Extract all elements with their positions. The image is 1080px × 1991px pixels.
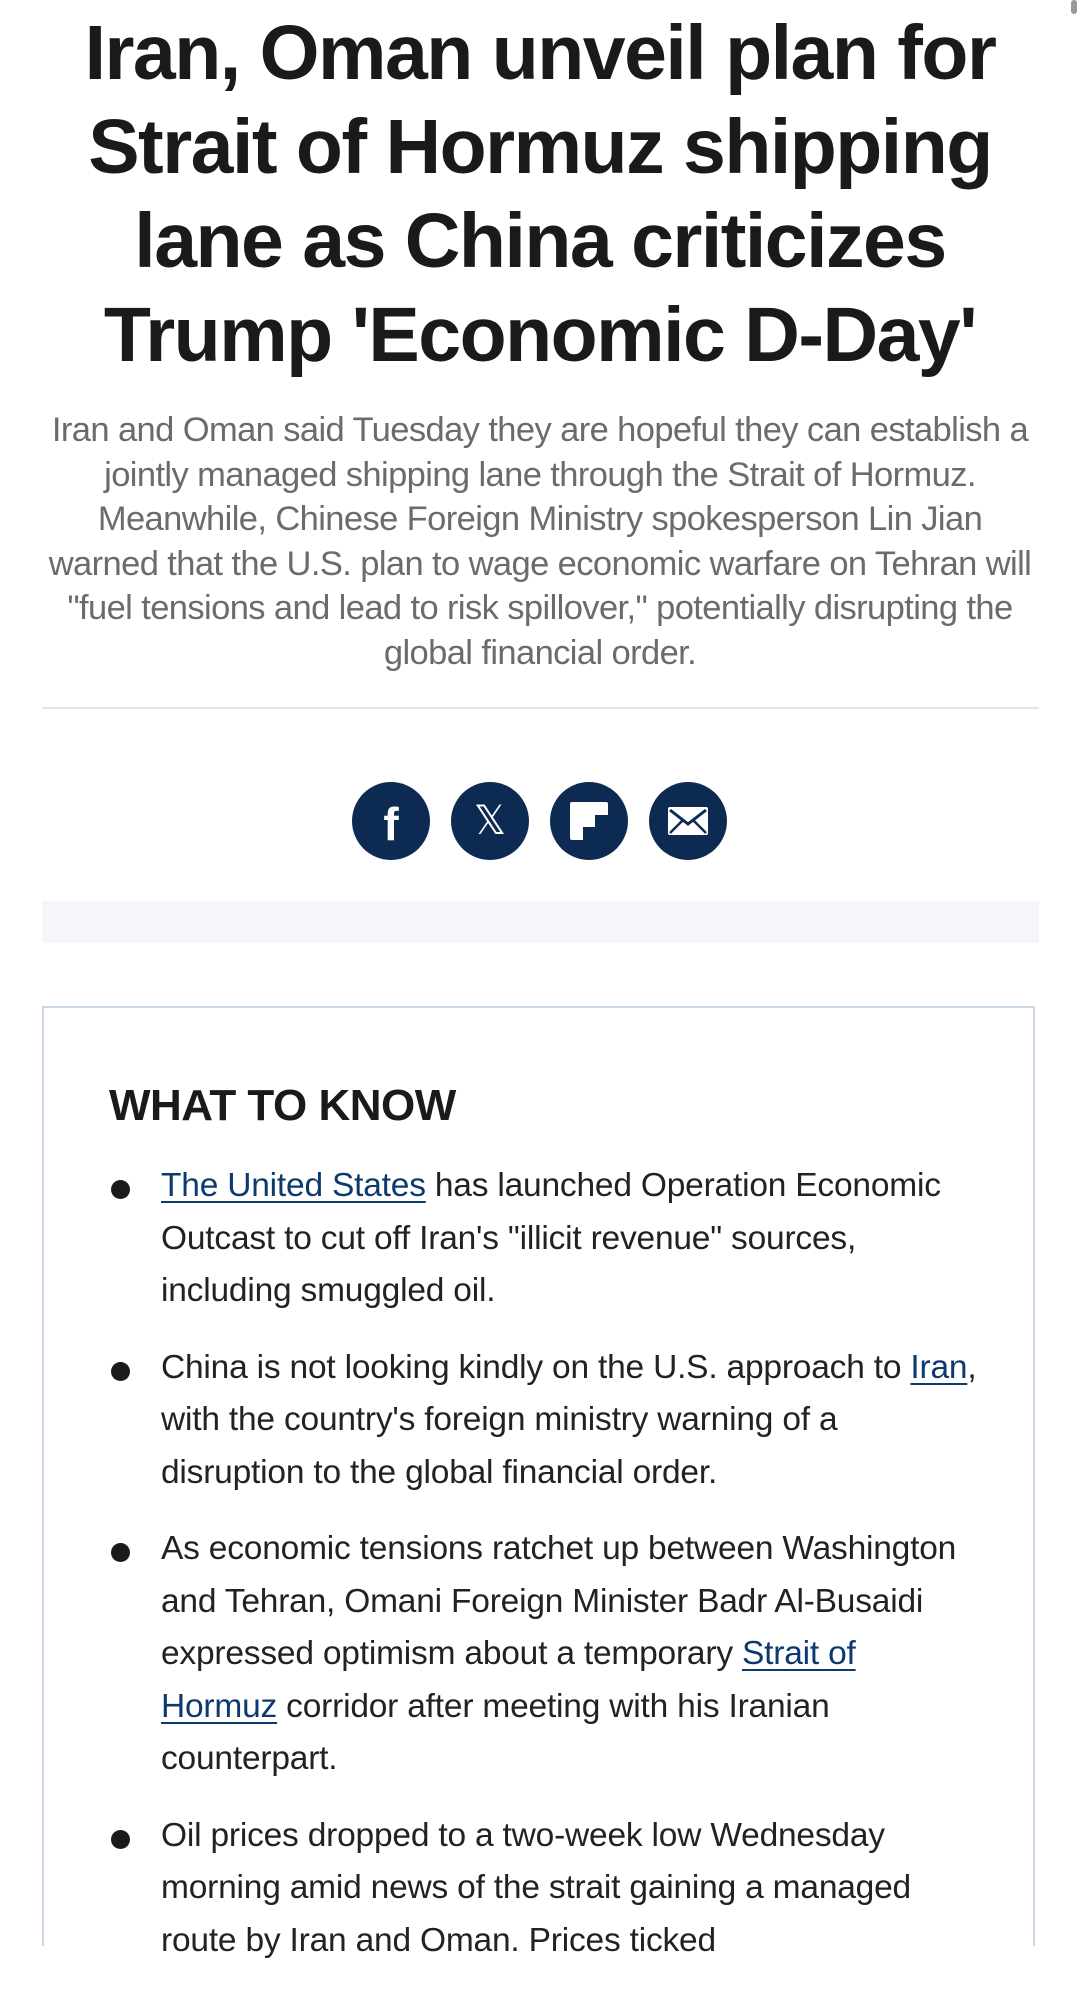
link-iran[interactable]: Iran: [910, 1348, 968, 1386]
bullet-icon: [111, 1830, 130, 1849]
divider: [42, 707, 1039, 709]
link-strait-of-hormuz[interactable]: Strait of Hormuz: [161, 1635, 856, 1725]
list-item-text: As economic tensions ratchet up between Washington and Tehran, Omani Foreign Minister Badr Al-Busaidi expressed optimism about a temporary: [161, 1530, 957, 1672]
what-to-know-box: [42, 1006, 1035, 1959]
article-dek: Iran and Oman said Tuesday they are hopeful they can establish a jointly managed shipping lane through the Strait of Hormuz. Meanwhile, Chinese Foreign Ministry spokesperson Lin Jian warned that the U.S. plan to wage economic warfare on Tehran will "fuel tensions and lead to risk spillover," potentially disrupting the global financial order.: [48, 411, 1032, 672]
facebook-icon: f: [383, 798, 399, 850]
list-item-text: China is not looking kindly on the U.S. approach to: [161, 1348, 911, 1386]
list-item-text: has launched Operation Economic Outcast to cut off Iran's "illicit revenue" sources, including smuggled oil.: [161, 1167, 941, 1309]
ad-placeholder: [42, 901, 1039, 943]
link-united-states[interactable]: The United States: [161, 1167, 426, 1204]
list-item-text: , with the country's foreign ministry warning of a disruption to the global financial order.: [161, 1348, 977, 1491]
list-item: [108, 1342, 978, 1500]
email-icon: [668, 807, 708, 835]
share-email-button[interactable]: [649, 782, 727, 860]
what-to-know-list: [108, 1160, 978, 1991]
what-to-know-title: WHAT TO KNOW: [109, 1081, 456, 1130]
article-headline: Iran, Oman unveil plan for Strait of Hormuz shipping lane as China criticizes Trump 'Economic D-Day': [84, 10, 996, 378]
bullet-icon: [111, 1180, 130, 1199]
list-item: [108, 1160, 978, 1318]
bullet-icon: [111, 1543, 130, 1562]
list-item: [108, 1523, 978, 1786]
share-x-button[interactable]: [451, 782, 529, 860]
flipboard-icon: [570, 802, 608, 840]
list-item-text: corridor after meeting with his Iranian counterpart.: [161, 1687, 830, 1777]
share-facebook-button[interactable]: [352, 782, 430, 860]
scroll-indicator[interactable]: [1071, 0, 1077, 14]
bullet-icon: [111, 1362, 130, 1381]
list-item: [108, 1810, 978, 1968]
x-icon: 𝕏: [473, 798, 507, 844]
share-bar: [352, 782, 727, 860]
list-item-text: Oil prices dropped to a two-week low Wednesday morning amid news of the strait gaining a managed route by Iran and Oman. Prices ticked: [161, 1816, 911, 1959]
share-flipboard-button[interactable]: [550, 782, 628, 860]
